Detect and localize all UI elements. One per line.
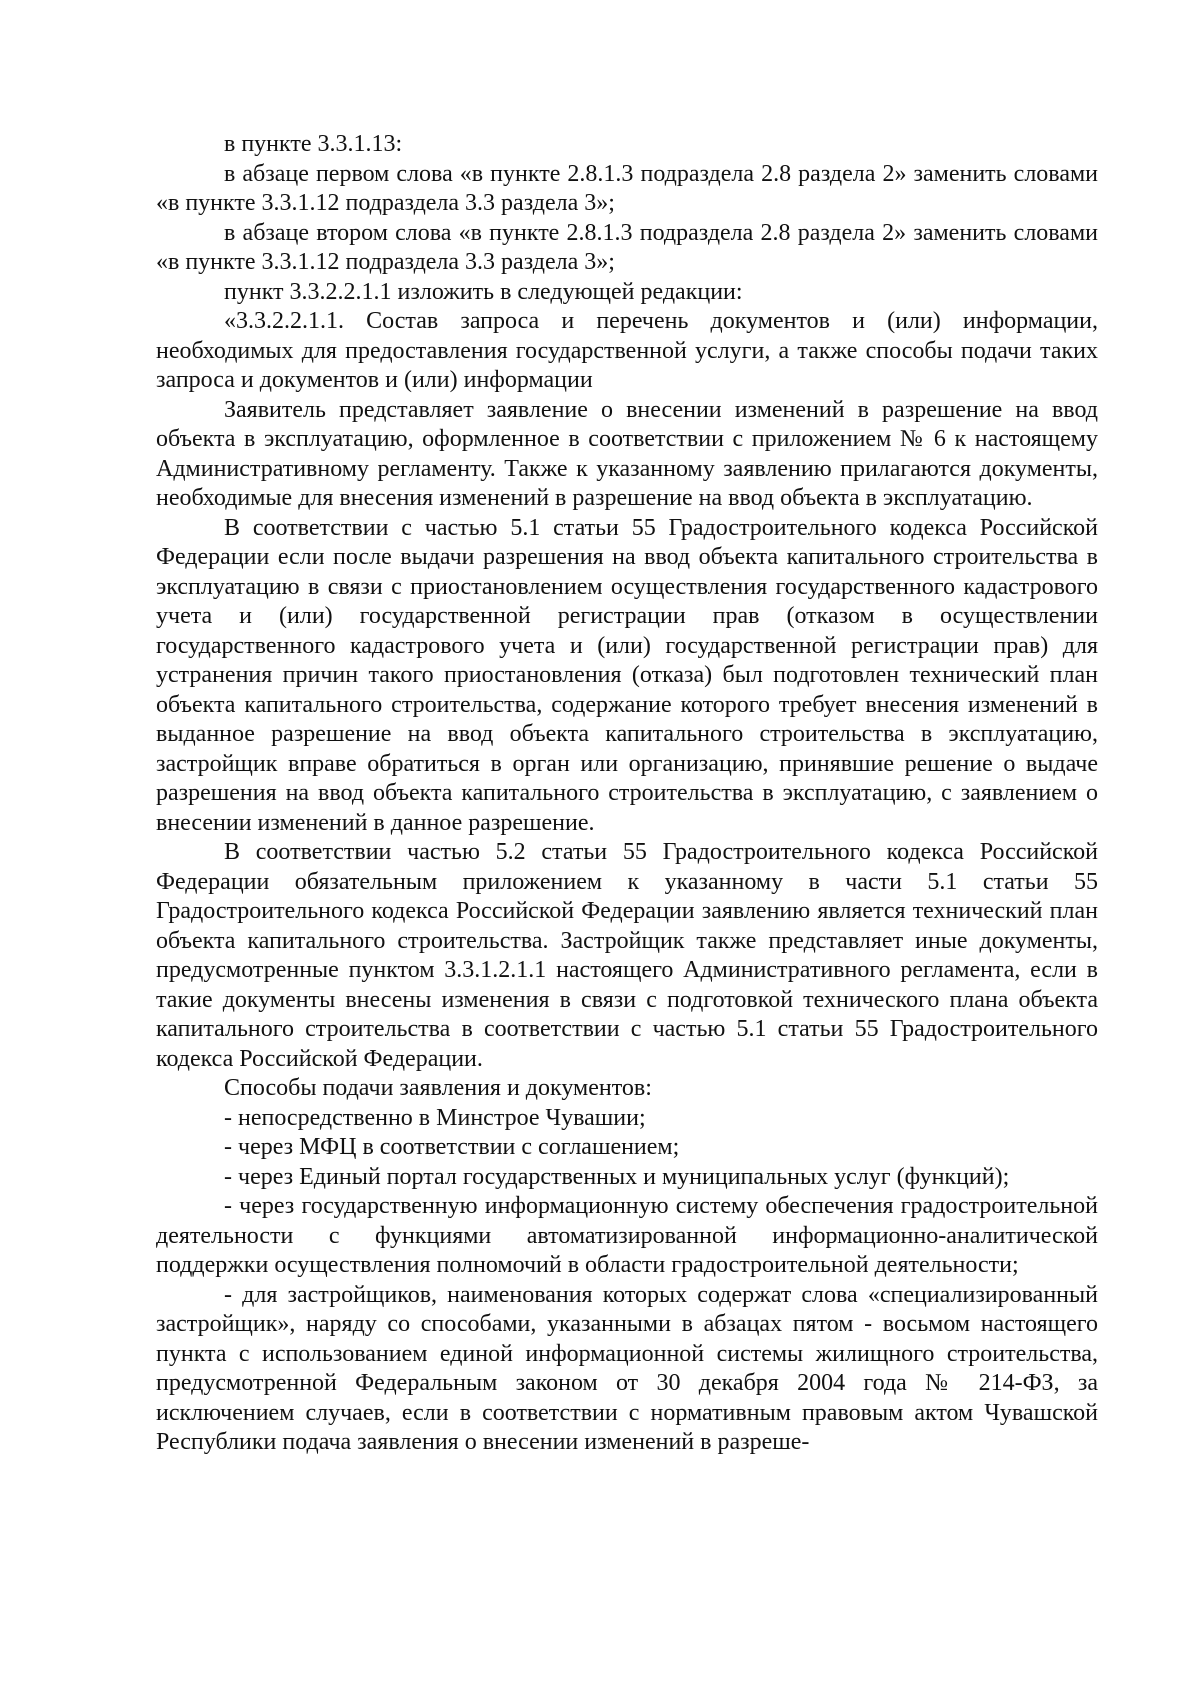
paragraph-5: «3.3.2.2.1.1. Состав запроса и перечень документов и (или) информации, необходимых для предоставления государственной услуги, а также способы подачи таких запроса и документов и (или) информации xyxy=(156,308,1098,393)
list-item-5: - для застройщиков, наименования которых содержат слова «специализированный застройщик», наряду со способами, указанными в абзацах пятом - восьмом настоящего пункта с использованием единой информационной системы жилищного строительства, предусмотренной Федеральным законом от 30 декабря 2004 года № 214-ФЗ, за исключением случаев, если в соответствии с нормативным правовым актом Чувашской Республики подача заявления о внесении изменений в разреше- xyxy=(156,1281,1098,1455)
list-item-3: - через Единый портал государственных и муниципальных услуг (функций); xyxy=(224,1163,1010,1190)
paragraph-1: в пункте 3.3.1.13: xyxy=(224,131,403,157)
paragraph-4: пункт 3.3.2.2.1.1 изложить в следующей редакции: xyxy=(224,278,743,305)
list-item-4: - через государственную информационную систему обеспечения градостроительной деятельности с функциями автоматизированной информационно-аналитической поддержки осуществления полномочий в области градостроительной деятельности; xyxy=(156,1193,1098,1278)
document-body xyxy=(156,130,1098,1458)
paragraph-8: В соответствии частью 5.2 статьи 55 Градостроительного кодекса Российской Федерации обязательным приложением к указанному в части 5.1 статьи 55 Градостроительного кодекса Российской Федерации заявлению является технический план объекта капитального строительства. Застройщик также представляет иные документы, предусмотренные пунктом 3.3.1.2.1.1 настоящего Административного регламента, если в такие документы внесены изменения в связи с подготовкой технического плана объекта капитального строительства в соответствии с частью 5.1 статьи 55 Градостроительного кодекса Российской Федерации. xyxy=(156,839,1098,1072)
list-item-2: - через МФЦ в соответствии с соглашением; xyxy=(224,1134,680,1160)
list-item-1: - непосредственно в Минстрое Чувашии; xyxy=(224,1104,646,1131)
paragraph-2: в абзаце первом слова «в пункте 2.8.1.3 подраздела 2.8 раздела 2» заменить словами «в пункте 3.3.1.12 подраздела 3.3 раздела 3»; xyxy=(156,160,1098,216)
paragraph-7: В соответствии с частью 5.1 статьи 55 Градостроительного кодекса Российской Федерации если после выдачи разрешения на ввод объекта капитального строительства в эксплуатацию в связи с приостановлением осуществления государственного кадастрового учета и (или) государственной регистрации прав (отказом в осуществлении государственного кадастрового учета и (или) государственной регистрации прав) для устранения причин такого приостановления (отказа) был подготовлен технический план объекта капитального строительства, содержание которого требует внесения изменений в выданное разрешение на ввод объекта капитального строительства в эксплуатацию, застройщик вправе обратиться в орган или организацию, принявшие решение о выдаче разрешения на ввод объекта капитального строительства в эксплуатацию, с заявлением о внесении изменений в данное разрешение. xyxy=(156,514,1098,836)
paragraph-9: Способы подачи заявления и документов: xyxy=(224,1075,652,1101)
paragraph-6: Заявитель представляет заявление о внесении изменений в разрешение на ввод объекта в эксплуатацию, оформленное в соответствии с приложением № 6 к настоящему Административному регламенту. Также к указанному заявлению прилагаются документы, необходимые для внесения изменений в разрешение на ввод объекта в эксплуатацию. xyxy=(156,396,1098,511)
paragraph-3: в абзаце втором слова «в пункте 2.8.1.3 подраздела 2.8 раздела 2» заменить словами «в пункте 3.3.1.12 подраздела 3.3 раздела 3»; xyxy=(156,219,1098,275)
